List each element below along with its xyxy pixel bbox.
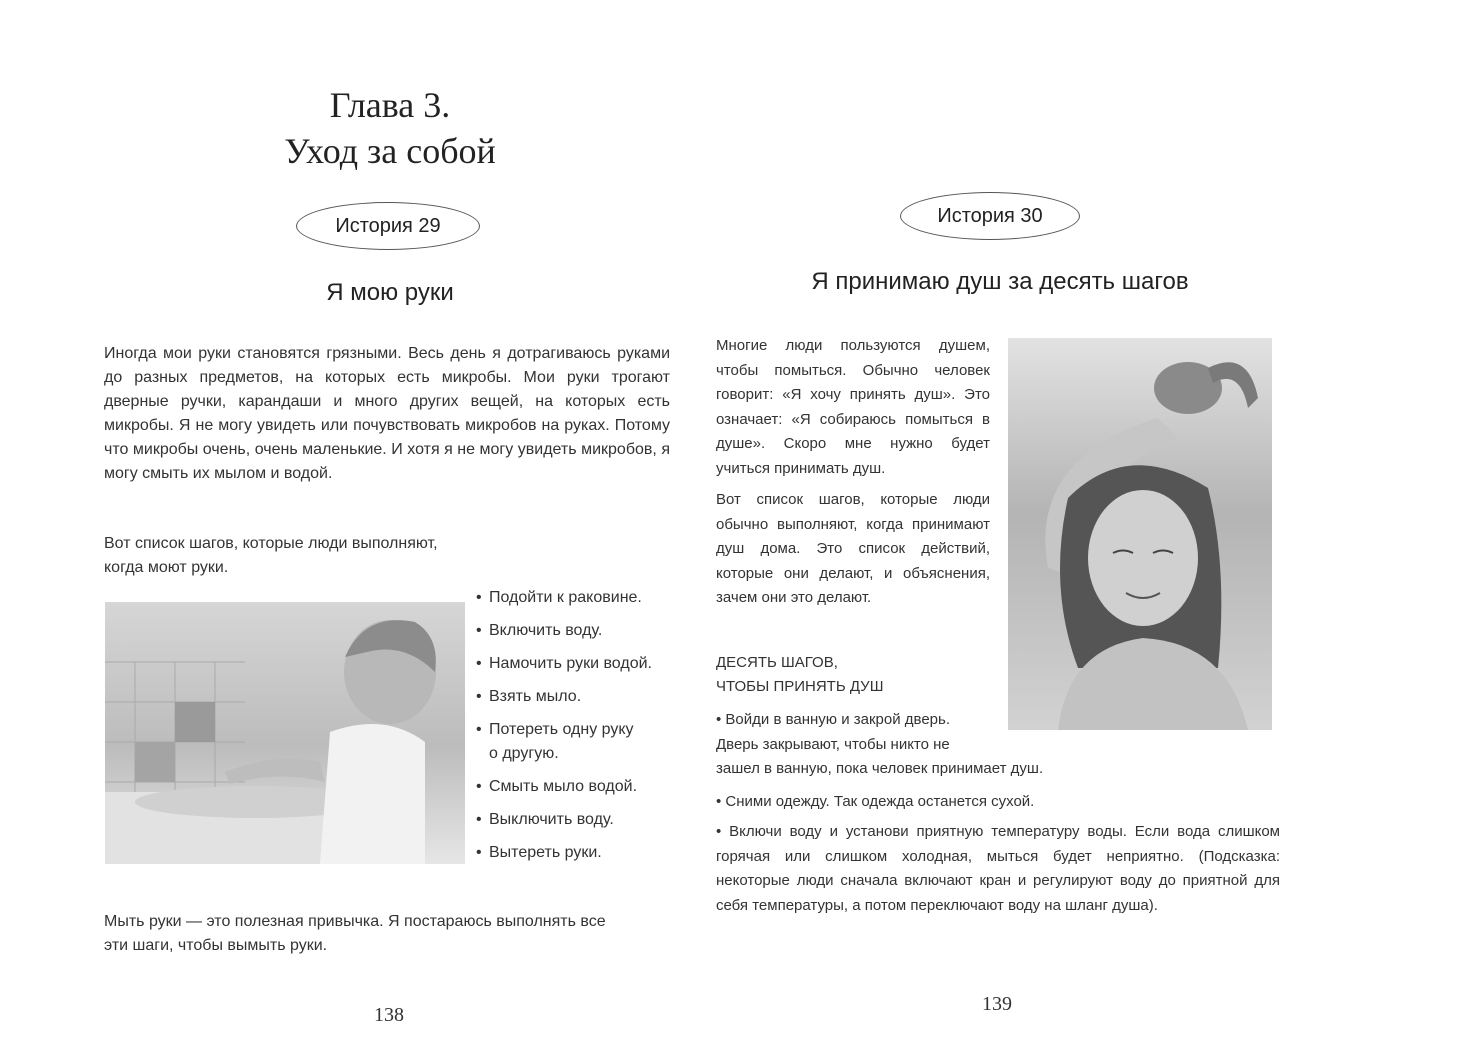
shower-step-3: • Включи воду и установи приятную температуру воды. Если вода слишком горячая или слишком холодная, мыться будет неприятно. (Подсказка: некоторые люди сначала включают кран и регулируют воду до приятной для себя температуры, а потом переключают воду на шланг душа). bbox=[716, 823, 1280, 914]
story-29-intro: Иногда мои руки становятся грязными. Весь день я дотрагиваюсь руками до разных предметов, на которых есть микробы. Мои руки трогают дверные ручки, карандаши и много других вещей, на которых есть микробы. Я не могу увидеть или почувствовать микробов на руках. Потому что микробы очень, очень маленькие. И хотя я не могу увидеть микробов, я могу смыть их мылом и водой. bbox=[104, 345, 670, 482]
list-item: • Смыть мыло водой. bbox=[476, 775, 686, 799]
step-text: Потереть одну руку bbox=[489, 721, 634, 738]
photo-boy-washing-hands bbox=[105, 602, 465, 864]
story-30-list-intro: Вот список шагов, которые люди обычно выполняют, когда принимают душ дома. Это список действий, которые они делают, и объяснения, зачем они это делают. bbox=[716, 491, 990, 606]
boy-washing-hands-illustration bbox=[105, 602, 465, 864]
chapter-heading bbox=[180, 82, 600, 174]
step-line: Дверь закрывают, чтобы никто не bbox=[716, 735, 950, 753]
list-item bbox=[476, 718, 686, 766]
list-item: • Подойти к раковине. bbox=[476, 586, 686, 610]
photo-girl-showering bbox=[1008, 338, 1272, 730]
story-29-badge: История 29 bbox=[296, 202, 480, 250]
story-30-title: Я принимаю душ за десять шагов bbox=[811, 268, 1189, 295]
story-29-list-intro bbox=[104, 532, 524, 580]
list-item: • Выключить воду. bbox=[476, 808, 686, 832]
chapter-title: Уход за собой bbox=[284, 131, 496, 171]
chapter-number: Глава 3. bbox=[329, 85, 451, 125]
list-item: • Намочить руки водой. bbox=[476, 652, 686, 676]
list-intro-line: Вот список шагов, которые люди выполняют, bbox=[104, 535, 438, 552]
story-29-closing bbox=[104, 910, 674, 958]
story-29-title: Я мою руки bbox=[326, 279, 454, 306]
list-intro-line: когда моют руки. bbox=[104, 559, 229, 576]
shower-step-1 bbox=[716, 708, 1044, 782]
shower-step-2: • Сними одежду. Так одежда останется сухой. bbox=[716, 793, 1035, 810]
girl-showering-illustration bbox=[1008, 338, 1272, 730]
story-30-badge: История 30 bbox=[900, 192, 1080, 240]
step-line: зашел в ванную, пока человек принимает душ. bbox=[716, 760, 1044, 777]
list-item: • Включить воду. bbox=[476, 619, 686, 643]
shower-steps-title bbox=[716, 651, 956, 699]
step-line: • Войди в ванную и закрой дверь. bbox=[716, 711, 950, 728]
page-number-right: 139 bbox=[982, 993, 1012, 1015]
step-text-continued: о другую. bbox=[489, 745, 559, 762]
list-item: • Взять мыло. bbox=[476, 685, 686, 709]
page-number-left: 138 bbox=[374, 1004, 404, 1026]
story-30-intro: Многие люди пользуются душем, чтобы помыться. Обычно человек говорит: «Я хочу принять душ». Это означает: «Я собираюсь помыться в душе». Скоро мне нужно будет учиться принимать душ. bbox=[716, 337, 990, 477]
closing-line: Мыть руки — это полезная привычка. Я постараюсь выполнять все bbox=[104, 913, 606, 930]
steps-title-line: ДЕСЯТЬ ШАГОВ, bbox=[716, 654, 838, 671]
steps-title-line: ЧТОБЫ ПРИНЯТЬ ДУШ bbox=[716, 678, 884, 695]
closing-line: эти шаги, чтобы вымыть руки. bbox=[104, 937, 328, 954]
hand-washing-steps bbox=[476, 586, 686, 874]
list-item: • Вытереть руки. bbox=[476, 841, 686, 865]
